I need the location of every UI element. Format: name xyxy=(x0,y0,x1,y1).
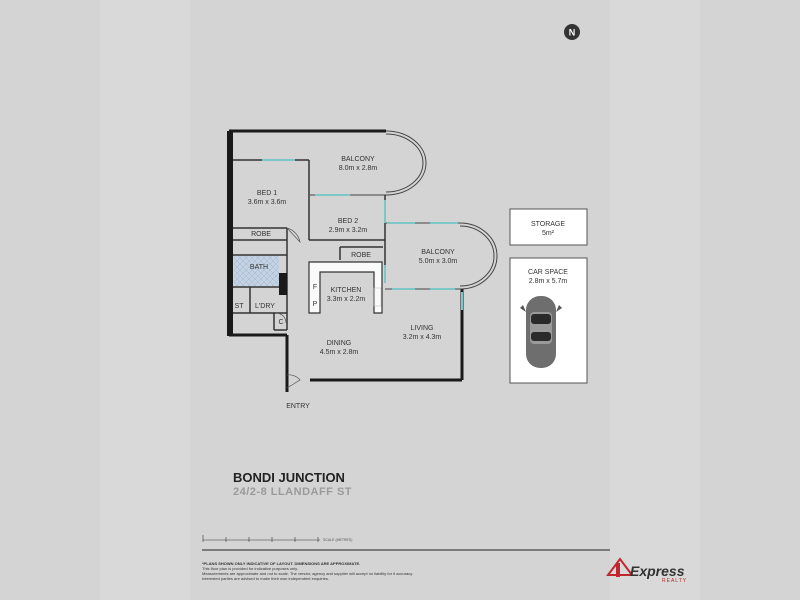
room-dimensions: 2.8m x 5.7m xyxy=(528,278,568,285)
room-label-pantry xyxy=(313,300,318,309)
room-name: LIVING xyxy=(410,325,434,332)
room-name: L'DRY xyxy=(255,303,275,310)
room-label-balcony-2 xyxy=(419,248,458,266)
west-wall xyxy=(227,131,233,336)
room-label-living xyxy=(403,324,442,342)
room-name: P xyxy=(312,301,318,308)
room-name: ST xyxy=(234,303,244,310)
room-dimensions: 3.3m x 2.2m xyxy=(326,296,366,303)
room-label-robe-2 xyxy=(351,251,371,260)
room-name: F xyxy=(312,284,318,291)
room-dimensions: 5.0m x 3.0m xyxy=(418,258,458,265)
disclaimer-line: Interested parties are advised to make their own independent enquiries. xyxy=(202,576,329,581)
room-name: BED 2 xyxy=(337,218,359,225)
property-address: 24/2-8 LLANDAFF ST xyxy=(233,486,353,498)
svg-text:N: N xyxy=(568,27,576,38)
room-label-bath xyxy=(250,263,268,272)
room-label-storage-cupboard xyxy=(235,302,244,311)
room-label-bed-1 xyxy=(248,189,287,207)
room-name: BED 1 xyxy=(256,190,278,197)
logo-text: Express xyxy=(630,563,685,579)
room-name: C xyxy=(278,319,284,326)
room-name: KITCHEN xyxy=(330,287,362,294)
room-name: STORAGE xyxy=(530,221,566,228)
room-label-storage xyxy=(531,220,565,238)
room-label-balcony-1 xyxy=(339,155,378,173)
room-label-bed-2 xyxy=(329,217,368,235)
bath-fixture xyxy=(279,273,287,295)
logo-subtext: REALTY xyxy=(662,578,688,584)
room-dimensions: 3.2m x 4.3m xyxy=(402,334,442,341)
room-name: BATH xyxy=(249,264,269,271)
room-name: BALCONY xyxy=(421,249,455,256)
room-name: ENTRY xyxy=(286,403,310,410)
north-arrow-icon xyxy=(563,23,581,41)
disclaimer xyxy=(202,561,462,581)
room-dimensions: 3.6m x 3.6m xyxy=(247,199,287,206)
room-label-car-space xyxy=(528,268,568,286)
room-label-robe-1 xyxy=(251,230,271,239)
room-label-fridge xyxy=(313,283,317,292)
property-title: BONDI JUNCTION xyxy=(233,470,345,485)
scale-label: SCALE (METRES) xyxy=(323,538,353,542)
room-dimensions: 8.0m x 2.8m xyxy=(338,165,378,172)
room-name: ROBE xyxy=(351,252,371,259)
room-name: CAR SPACE xyxy=(528,269,568,276)
disclaimer-heading: *PLANS SHOWN ONLY INDICATIVE OF LAYOUT. DIMENSIONS ARE APPROXIMATE. xyxy=(202,561,361,566)
room-dimensions: 5m² xyxy=(541,230,555,237)
disclaimer-line: Measurements are approximate and not to scale. The vendor, agency and supplier will accept no liability for it accuracy. xyxy=(202,571,414,576)
disclaimer-line: This floor plan is provided for indicative purposes only. xyxy=(202,566,298,571)
room-label-kitchen xyxy=(327,286,366,304)
room-label-cupboard xyxy=(278,318,283,327)
room-name: DINING xyxy=(326,340,352,347)
room-dimensions: 2.9m x 3.2m xyxy=(328,227,368,234)
room-label-entry xyxy=(286,402,310,411)
room-label-dining xyxy=(320,339,359,357)
room-label-laundry xyxy=(255,302,275,311)
room-name: ROBE xyxy=(251,231,271,238)
scale-bar xyxy=(203,535,320,542)
room-name: BALCONY xyxy=(341,156,375,163)
room-dimensions: 4.5m x 2.8m xyxy=(319,349,359,356)
